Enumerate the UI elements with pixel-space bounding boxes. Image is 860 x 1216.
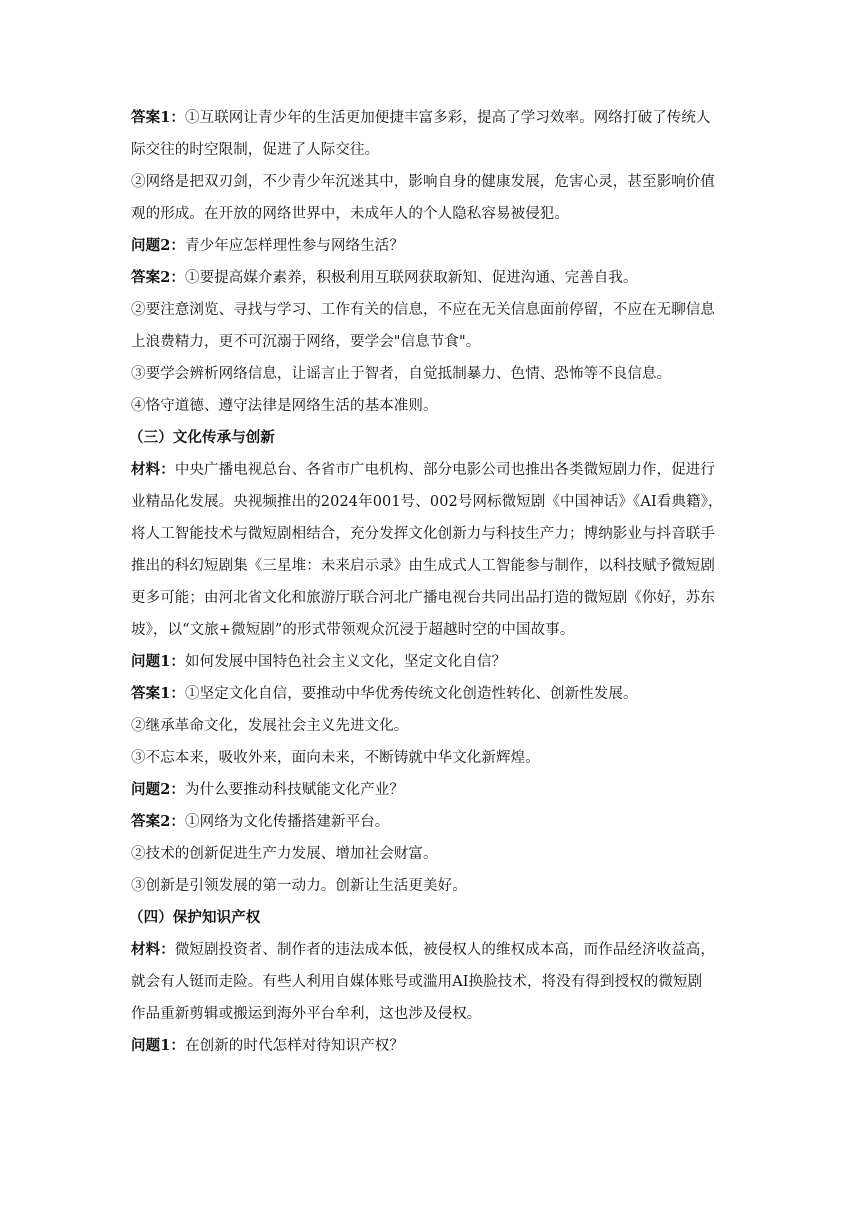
line-text: ③不忘本来，吸收外来，面向未来，不断铸就中华文化新辉煌。 [131, 750, 540, 766]
paragraph-line [131, 362, 731, 386]
paragraph-line [131, 778, 731, 802]
paragraph-line [131, 682, 731, 706]
line-text: 上浪费精力，更不可沉溺于网络，要学会"信息节食"。 [131, 334, 481, 350]
paragraph-line [131, 394, 731, 418]
paragraph-line [131, 138, 731, 162]
line-text: ②网络是把双刃剑，不少青少年沉迷其中，影响自身的健康发展，危害心灵，甚至影响价值 [131, 174, 715, 190]
paragraph-line [131, 106, 731, 130]
paragraph-line [131, 266, 731, 290]
material-label: 材料： [131, 941, 175, 958]
paragraph-line [131, 1002, 731, 1026]
paragraph-line [131, 714, 731, 738]
line-text: ③创新是引领发展的第一动力。创新让生活更美好。 [131, 878, 467, 894]
line-text: 将人工智能技术与微短剧相结合，充分发挥文化创新力与科技生产力；博纳影业与抖音联手 [131, 526, 715, 542]
paragraph-line [131, 490, 731, 514]
paragraph-line [131, 650, 731, 674]
line-text: ②要注意浏览、寻找与学习、工作有关的信息，不应在无关信息面前停留，不应在无聊信息 [131, 302, 715, 318]
line-text: ①互联网让青少年的生活更加便捷丰富多彩，提高了学习效率。网络打破了传统人 [185, 110, 711, 126]
section-title: （四）保护知识产权 [129, 909, 261, 926]
line-text: 在创新的时代怎样对待知识产权？ [185, 1038, 404, 1054]
paragraph-line [131, 234, 731, 258]
line-text: ④恪守道德、遵守法律是网络生活的基本准则。 [131, 398, 438, 414]
paragraph-line [131, 1034, 731, 1058]
paragraph-line [131, 330, 731, 354]
line-text: 作品重新剪辑或搬运到海外平台牟利，这也涉及侵权。 [131, 1006, 482, 1022]
line-text: 业精品化发展。央视频推出的2024年001号、002号网标微短剧《中国神话》《AI看典籍》， [131, 494, 723, 510]
line-text: ①要提高媒介素养，积极利用互联网获取新知、促进沟通、完善自我。 [185, 270, 638, 286]
answer-label: 答案1： [131, 109, 185, 126]
line-text: ①坚定文化自信，要推动中华优秀传统文化创造性转化、创新性发展。 [185, 686, 638, 702]
line-text: 际交往的时空限制，促进了人际交往。 [131, 142, 380, 158]
paragraph-line [131, 970, 731, 994]
question-label: 问题2： [131, 237, 185, 254]
line-text: 更多可能；由河北省文化和旅游厅联合河北广播电视台共同出品打造的微短剧《你好，苏东 [131, 590, 715, 606]
line-text: 坡》，以“文旅+微短剧”的形式带领观众沉浸于超越时空的中国故事。 [131, 622, 575, 638]
line-text: ②技术的创新促进生产力发展、增加社会财富。 [131, 846, 438, 862]
document-body [131, 106, 731, 1058]
section-title: （三）文化传承与创新 [129, 429, 275, 446]
answer-label: 答案1： [131, 685, 185, 702]
line-text: 推出的科幻短剧集《三星堆：未来启示录》由生成式人工智能参与制作，以科技赋予微短剧 [131, 558, 715, 574]
paragraph-line [131, 874, 731, 898]
section-heading [131, 906, 731, 930]
paragraph-line [131, 810, 731, 834]
paragraph-line [131, 170, 731, 194]
material-label: 材料： [131, 461, 175, 478]
line-text: 就会有人铤而走险。有些人利用自媒体账号或滥用AI换脸技术，将没有得到授权的微短剧 [131, 974, 703, 990]
paragraph-line [131, 618, 731, 642]
question-label: 问题1： [131, 1037, 185, 1054]
line-text: 青少年应怎样理性参与网络生活？ [185, 238, 404, 254]
paragraph-line [131, 586, 731, 610]
paragraph-line [131, 554, 731, 578]
line-text: 微短剧投资者、制作者的违法成本低，被侵权人的维权成本高，而作品经济收益高， [174, 942, 716, 958]
line-text: 中央广播电视总台、各省市广电机构、部分电影公司也推出各类微短剧力作，促进行 [174, 462, 716, 478]
paragraph-line [131, 842, 731, 866]
paragraph-line [131, 746, 731, 770]
answer-label: 答案2： [131, 813, 185, 830]
question-label: 问题1： [131, 653, 185, 670]
paragraph-line [131, 522, 731, 546]
line-text: 如何发展中国特色社会主义文化，坚定文化自信？ [185, 654, 507, 670]
paragraph-line [131, 938, 731, 962]
question-label: 问题2： [131, 781, 185, 798]
line-text: 观的形成。在开放的网络世界中，未成年人的个人隐私容易被侵犯。 [131, 206, 569, 222]
line-text: ②继承革命文化，发展社会主义先进文化。 [131, 718, 409, 734]
line-text: ③要学会辨析网络信息，让谣言止于智者，自觉抵制暴力、色情、恐怖等不良信息。 [131, 366, 672, 382]
paragraph-line [131, 458, 731, 482]
paragraph-line [131, 298, 731, 322]
paragraph-line [131, 202, 731, 226]
section-heading [131, 426, 731, 450]
line-text: 为什么要推动科技赋能文化产业？ [185, 782, 404, 798]
answer-label: 答案2： [131, 269, 185, 286]
line-text: ①网络为文化传播搭建新平台。 [185, 814, 390, 830]
